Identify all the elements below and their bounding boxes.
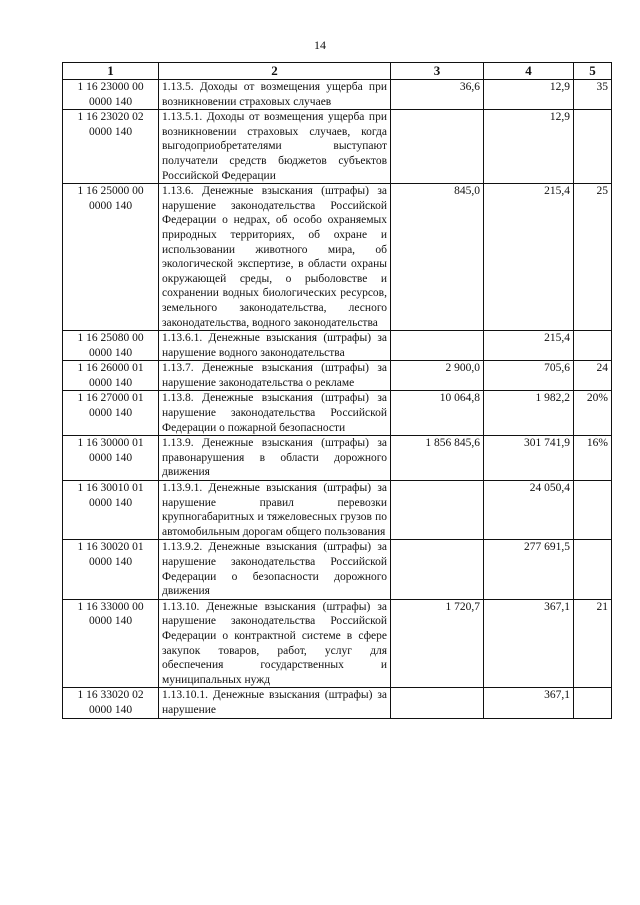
row-code-cell: 1 16 25000 00 0000 140 xyxy=(63,184,159,331)
table-row xyxy=(63,110,612,184)
row-percent-cell: 24 xyxy=(574,361,612,391)
row-code-cell: 1 16 27000 01 0000 140 xyxy=(63,391,159,436)
row-percent-cell xyxy=(574,540,612,599)
row-actual-value-cell: 215,4 xyxy=(484,184,574,331)
row-actual-value-cell: 1 982,2 xyxy=(484,391,574,436)
row-actual-value-cell: 24 050,4 xyxy=(484,481,574,540)
row-actual-value-cell: 367,1 xyxy=(484,688,574,718)
row-description-cell: 1.13.5.1. Доходы от возмещения ущерба при возникновении страховых случаев, когда выгодоприобретателями выступают получатели средств бюджетов субъектов Российской Федерации xyxy=(159,110,391,184)
row-plan-value-cell xyxy=(391,540,484,599)
row-actual-value-cell: 215,4 xyxy=(484,331,574,361)
row-code-cell: 1 16 23000 00 0000 140 xyxy=(63,80,159,110)
row-percent-cell: 35 xyxy=(574,80,612,110)
row-percent-cell: 21 xyxy=(574,599,612,688)
row-percent-cell xyxy=(574,688,612,718)
row-description-cell: 1.13.6. Денежные взыскания (штрафы) за нарушение законодательства Российской Федерации о недрах, об особо охраняемых природных территориях, об охране и использовании животного мира, об экологической экспертизе, в области охраны окружающей среды, о рыболовстве и сохранении водных биологических ресурсов, земельного законодательства, лесного законодательства, водного законодательства xyxy=(159,184,391,331)
row-code-cell: 1 16 30000 01 0000 140 xyxy=(63,436,159,481)
row-plan-value-cell xyxy=(391,110,484,184)
table-row xyxy=(63,184,612,331)
row-actual-value-cell: 705,6 xyxy=(484,361,574,391)
row-description-cell: 1.13.7. Денежные взыскания (штрафы) за нарушение законодательства о рекламе xyxy=(159,361,391,391)
page-number: 14 xyxy=(314,38,326,52)
row-code-cell: 1 16 30010 01 0000 140 xyxy=(63,481,159,540)
row-percent-cell: 20% xyxy=(574,391,612,436)
row-code-cell: 1 16 25080 00 0000 140 xyxy=(63,331,159,361)
row-plan-value-cell: 36,6 xyxy=(391,80,484,110)
row-description-cell: 1.13.9.2. Денежные взыскания (штрафы) за нарушение законодательства Российской Федерации о безопасности дорожного движения xyxy=(159,540,391,599)
table-row xyxy=(63,361,612,391)
table-row xyxy=(63,391,612,436)
row-plan-value-cell: 10 064,8 xyxy=(391,391,484,436)
header-row xyxy=(63,63,612,80)
row-actual-value-cell: 12,9 xyxy=(484,110,574,184)
row-code-cell: 1 16 26000 01 0000 140 xyxy=(63,361,159,391)
column-header: 2 xyxy=(159,63,391,80)
row-code-cell: 1 16 33000 00 0000 140 xyxy=(63,599,159,688)
row-actual-value-cell: 301 741,9 xyxy=(484,436,574,481)
row-code-cell: 1 16 30020 01 0000 140 xyxy=(63,540,159,599)
row-plan-value-cell: 1 856 845,6 xyxy=(391,436,484,481)
row-description-cell: 1.13.9. Денежные взыскания (штрафы) за правонарушения в области дорожного движения xyxy=(159,436,391,481)
row-plan-value-cell: 845,0 xyxy=(391,184,484,331)
row-percent-cell xyxy=(574,331,612,361)
row-percent-cell: 16% xyxy=(574,436,612,481)
table-row xyxy=(63,599,612,688)
row-description-cell: 1.13.8. Денежные взыскания (штрафы) за нарушение законодательства Российской Федерации о пожарной безопасности xyxy=(159,391,391,436)
row-plan-value-cell xyxy=(391,481,484,540)
row-plan-value-cell: 2 900,0 xyxy=(391,361,484,391)
table-row xyxy=(63,436,612,481)
row-description-cell: 1.13.6.1. Денежные взыскания (штрафы) за нарушение водного законодательства xyxy=(159,331,391,361)
row-percent-cell xyxy=(574,481,612,540)
row-description-cell: 1.13.5. Доходы от возмещения ущерба при возникновении страховых случаев xyxy=(159,80,391,110)
table-row xyxy=(63,80,612,110)
row-actual-value-cell: 277 691,5 xyxy=(484,540,574,599)
row-code-cell: 1 16 23020 02 0000 140 xyxy=(63,110,159,184)
row-actual-value-cell: 367,1 xyxy=(484,599,574,688)
row-plan-value-cell: 1 720,7 xyxy=(391,599,484,688)
column-header: 3 xyxy=(391,63,484,80)
column-header: 1 xyxy=(63,63,159,80)
column-header: 4 xyxy=(484,63,574,80)
row-description-cell: 1.13.10. Денежные взыскания (штрафы) за нарушение законодательства Российской Федерации о контрактной системе в сфере закупок товаров, работ, услуг для обеспечения государственных и муниципальных нужд xyxy=(159,599,391,688)
row-description-cell: 1.13.9.1. Денежные взыскания (штрафы) за нарушение правил перевозки крупногабаритных и тяжеловесных грузов по автомобильным дорогам общего пользования xyxy=(159,481,391,540)
row-plan-value-cell xyxy=(391,331,484,361)
table-row xyxy=(63,688,612,718)
row-actual-value-cell: 12,9 xyxy=(484,80,574,110)
budget-table xyxy=(62,62,612,719)
row-code-cell: 1 16 33020 02 0000 140 xyxy=(63,688,159,718)
table-row xyxy=(63,481,612,540)
row-percent-cell xyxy=(574,110,612,184)
row-percent-cell: 25 xyxy=(574,184,612,331)
row-plan-value-cell xyxy=(391,688,484,718)
row-description-cell: 1.13.10.1. Денежные взыскания (штрафы) за нарушение xyxy=(159,688,391,718)
table-row xyxy=(63,540,612,599)
column-header: 5 xyxy=(574,63,612,80)
table-row xyxy=(63,331,612,361)
